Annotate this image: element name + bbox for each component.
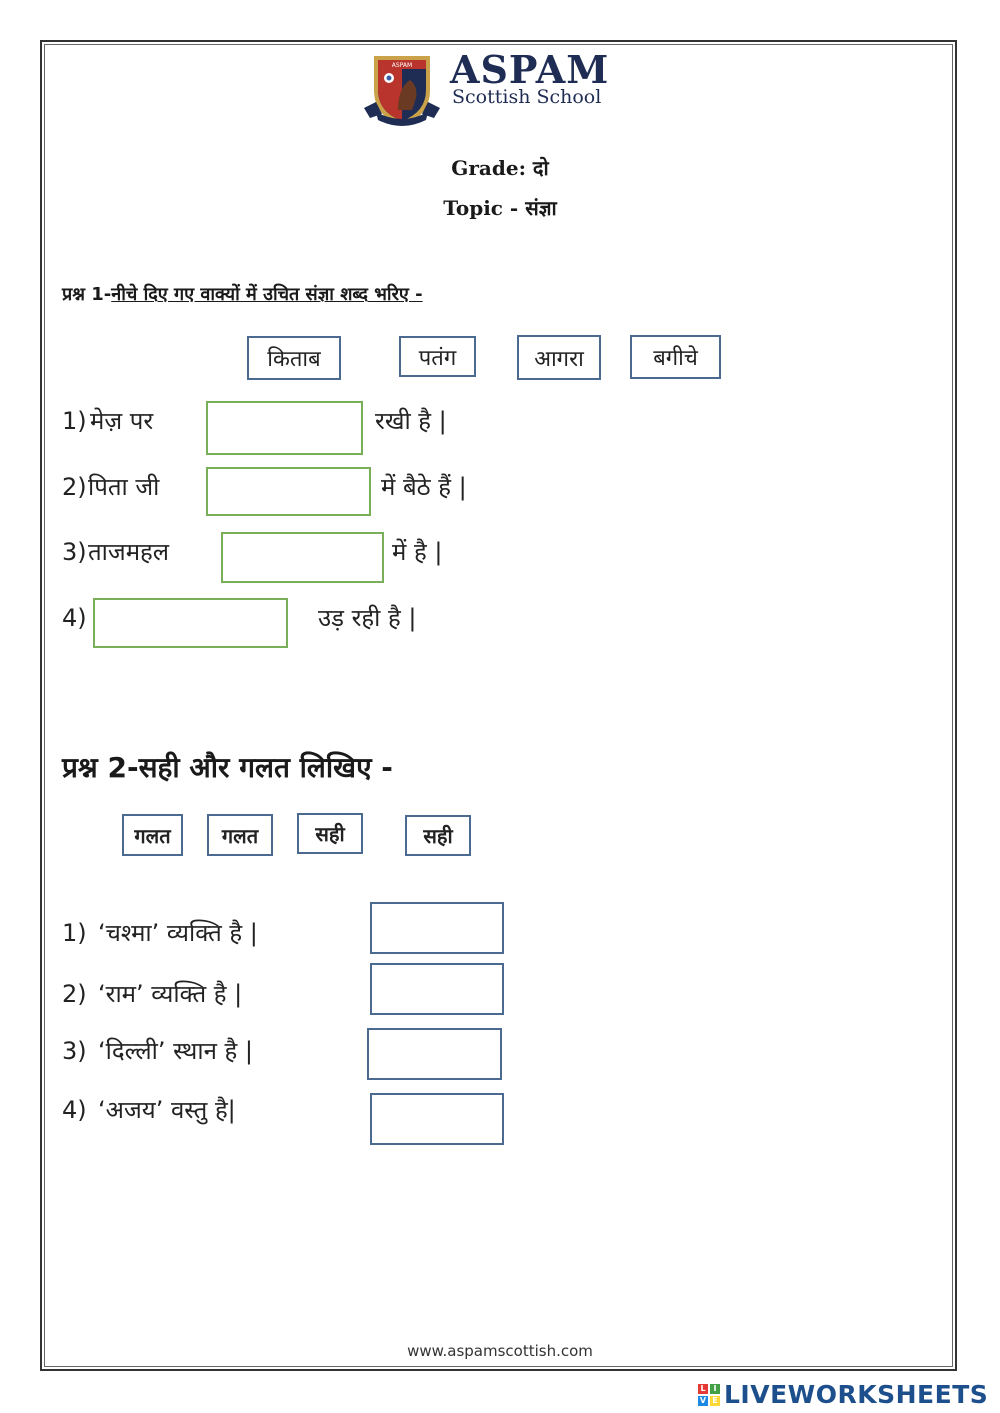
q2-item-text: ‘चश्मा’ व्यक्ति है | <box>98 919 258 947</box>
icon-letter: L <box>698 1384 708 1394</box>
school-crest-icon <box>362 50 442 130</box>
q1-item-text-after: रखी है | <box>375 407 447 435</box>
q1-item-text-after: में है | <box>392 538 443 566</box>
q1-item-number: 2) <box>62 473 87 501</box>
q2-item-text: ‘दिल्ली’ स्थान है | <box>98 1037 253 1065</box>
liveworksheets-icon <box>698 1384 720 1406</box>
answer-input[interactable] <box>206 401 363 455</box>
word-chip[interactable]: किताब <box>247 336 341 380</box>
answer-input[interactable] <box>367 1028 502 1080</box>
q2-item-number: 4) <box>62 1096 87 1124</box>
footer-website[interactable]: www.aspamscottish.com <box>407 1342 593 1360</box>
icon-letter: I <box>710 1384 720 1394</box>
school-subtitle: Scottish School <box>452 86 602 108</box>
question-2-heading: प्रश्न 2-सही और गलत लिखिए - <box>62 751 393 784</box>
page-border-inner <box>44 44 953 1367</box>
icon-letter: E <box>710 1396 720 1406</box>
q1-item-text-after: में बैठे हैं | <box>381 473 467 501</box>
q1-item-number: 4) <box>62 604 87 632</box>
topic-label: Topic - संज्ञा <box>443 196 557 220</box>
icon-letter: V <box>699 1396 707 1405</box>
word-chip[interactable]: बगीचे <box>630 335 721 379</box>
q1-item-text-before: मेज़ पर <box>90 407 154 435</box>
word-chip[interactable]: गलत <box>207 814 273 856</box>
q2-item-text: ‘राम’ व्यक्ति है | <box>98 980 243 1008</box>
q2-item-text: ‘अजय’ वस्तु है| <box>98 1096 236 1124</box>
answer-input[interactable] <box>93 598 288 648</box>
q1-item-text-before: ताजमहल <box>88 538 170 566</box>
q2-item-number: 3) <box>62 1037 87 1065</box>
liveworksheets-brand: LIVEWORKSHEETS <box>724 1380 989 1409</box>
answer-input[interactable] <box>370 902 504 954</box>
q1-item-text-before: पिता जी <box>88 473 160 501</box>
school-name: ASPAM <box>450 47 610 92</box>
q1-item-text-after: उड़ रही है | <box>318 604 417 632</box>
crest-text: ASPAM <box>391 62 413 69</box>
question-1-prefix: प्रश्न 1- <box>62 284 112 305</box>
q1-item-number: 3) <box>62 538 87 566</box>
question-1-instruction: नीचे दिए गए वाक्यों में उचित संज्ञा शब्द भरिए - <box>111 284 423 305</box>
grade-label: Grade: दो <box>451 156 549 180</box>
q2-item-number: 2) <box>62 980 87 1008</box>
answer-input[interactable] <box>370 963 504 1015</box>
answer-input[interactable] <box>221 532 384 583</box>
word-chip[interactable]: सही <box>405 815 471 856</box>
word-chip[interactable]: गलत <box>122 814 183 856</box>
word-chip[interactable]: आगरा <box>517 335 601 380</box>
question-1-heading <box>62 282 423 306</box>
q2-item-number: 1) <box>62 919 87 947</box>
word-chip[interactable]: पतंग <box>399 336 476 377</box>
q1-item-number: 1) <box>62 407 87 435</box>
liveworksheets-logo <box>698 1380 988 1409</box>
answer-input[interactable] <box>370 1093 504 1145</box>
word-chip[interactable]: सही <box>297 813 363 854</box>
answer-input[interactable] <box>206 467 371 516</box>
